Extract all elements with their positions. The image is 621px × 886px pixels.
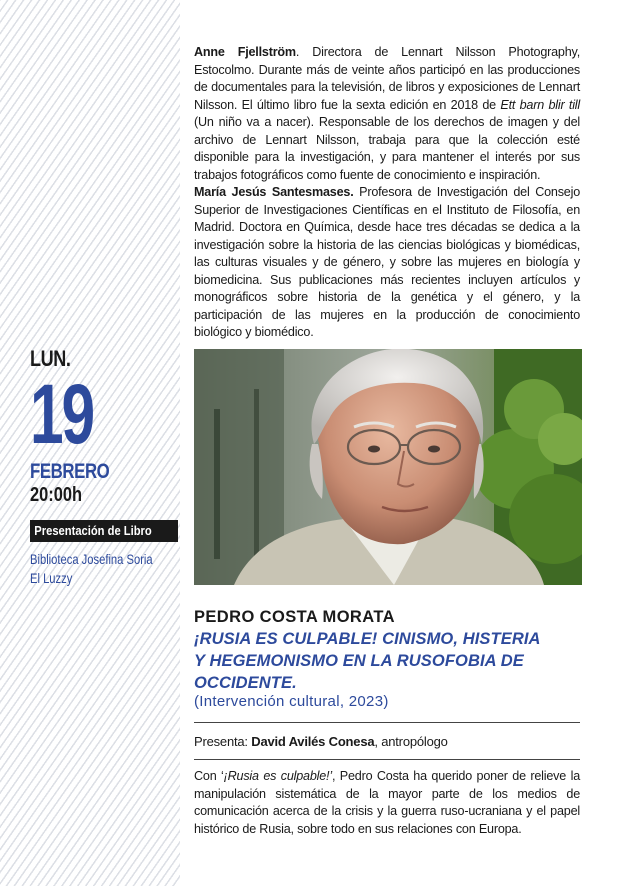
divider [194, 722, 580, 723]
author-photo [194, 349, 582, 585]
bio-name: Anne Fjellström [194, 45, 296, 59]
event-day-number: 19 [30, 367, 93, 461]
bio-santesmases: María Jesús Santesmases. Profesora de Investigación del Consejo Superior de Investigaciones Científicas en el Instituto de Filosofía, en Madrid. Doctora en Química, desde hace tres décadas se dedica a la investigación sobre la historia de las ciencias biológicas y biomédicas, las culturas visuales y de género, y sobre las mujeres en biología y biomedicina. Sus publicaciones más recientes incluyen artículos y monográficos sobre historia de la genética y el género, y la participación de las mujeres en la producción de conocimiento biológico y biomédico. [194, 185, 580, 339]
book-publisher: (Intervención cultural, 2023) [194, 693, 389, 710]
book-title-italic: Ett barn blir till [500, 97, 581, 112]
speaker-bios [194, 44, 580, 342]
event-month: FEBRERO [30, 460, 110, 483]
book-author: PEDRO COSTA MORATA [194, 608, 395, 626]
event-type-badge: Presentación de Libro [30, 520, 178, 542]
bio-name: María Jesús Santesmases. [194, 185, 354, 199]
bio-fjellstrom: Anne Fjellström. Directora de Lennart Nilsson Photography, Estocolmo. Durante más de veinte años participó en las producciones de documentales para la televisión, de libros y exposiciones de Lennart Nilsson. El último libro fue la sexta edición en 2018 de Ett barn blir till (Un niño va a nacer). Responsable de los derechos de imagen y del archivo de Lennart Nilsson, trabaja para que la colección esté disponible para la investigación, y para mantener el interés por sus trabajos fotográficos como fuente de conocimiento e inspiración. [194, 45, 581, 182]
book-title-italic: ¡Rusia es culpable!’ [223, 769, 332, 783]
book-title: ¡RUSIA ES CULPABLE! CINISMO, HISTERIA Y HEGEMONISMO EN LA RUSOFOBIA DE OCCIDENTE. [194, 630, 541, 692]
event-sidebar [30, 346, 180, 586]
book-description: Con ‘¡Rusia es culpable!’, Pedro Costa ha querido poner de relieve la manipulación sistemática de la mayor parte de los medios de comunicación acerca de la crisis y la guerra ruso-ucraniana y el papel histórico de Rusia, sobre todo en sus relaciones con Europa. [194, 769, 580, 836]
presenter-line: Presenta: David Avilés Conesa, antropólogo [194, 734, 448, 749]
presenter-name: David Avilés Conesa [251, 734, 375, 749]
divider [194, 759, 580, 760]
event-weekday: LUN. [30, 346, 71, 371]
event-venue: Biblioteca Josefina Soria El Luzzy [30, 551, 153, 586]
event-time: 20:00h [30, 484, 82, 506]
